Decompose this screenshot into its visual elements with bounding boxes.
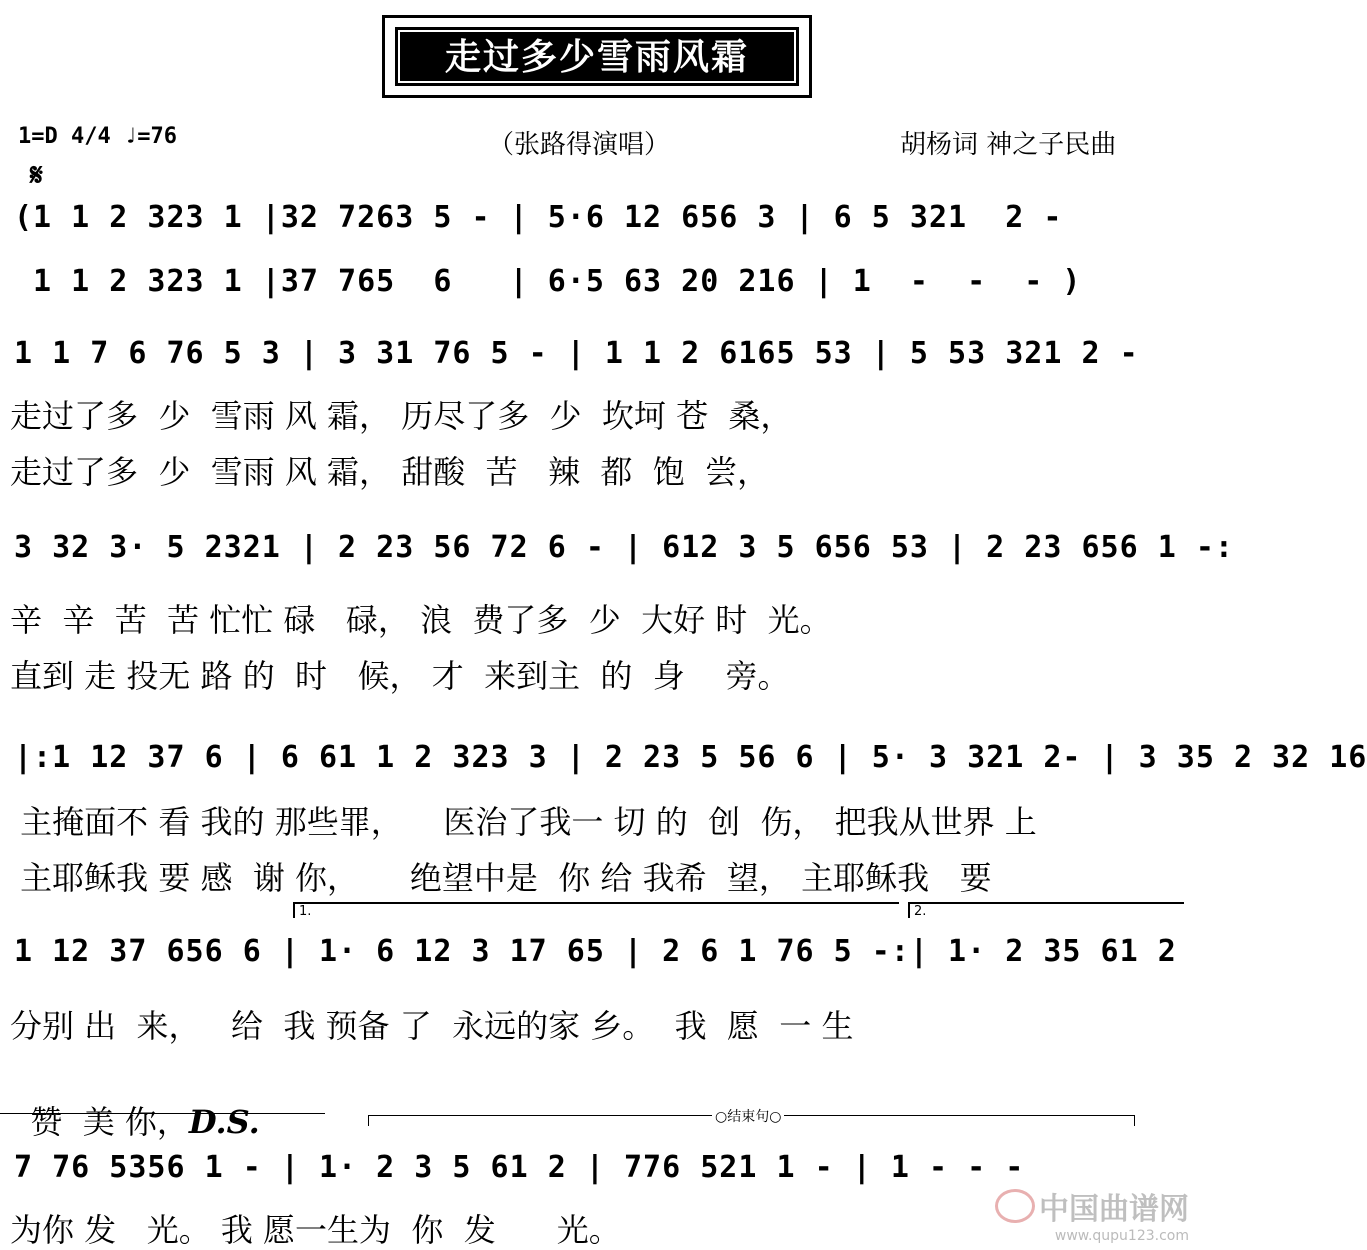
site-watermark xyxy=(995,1184,1189,1244)
dal-segno-mark: D.S. xyxy=(188,1103,260,1141)
watermark-url: www.qupu123.com xyxy=(1054,1228,1189,1244)
site-logo-icon xyxy=(995,1189,1035,1223)
first-ending-bracket: 1. xyxy=(293,902,899,918)
lyric-line-6b xyxy=(10,1062,260,1142)
lyric-line-4b: 直到 走 投无 路 的 时 候， 才 来到主 的 身 旁。 xyxy=(10,657,790,695)
key-time-tempo: 1=D 4/4 ♩=76 xyxy=(18,124,177,149)
lyric-line-3a: 走过了多 少 雪雨 风 霜， 历尽了多 少 坎坷 苍 桑， xyxy=(10,397,793,435)
title-frame xyxy=(382,15,812,98)
lyric-line-6b-text: 赞 美 你， xyxy=(30,1103,189,1141)
watermark-name: 中国曲谱网 xyxy=(1039,1192,1189,1227)
lyric-line-3b: 走过了多 少 雪雨 风 霜， 甜酸 苦 辣 都 饱 尝， xyxy=(10,453,770,491)
notation-line-6: 1 12 37 656 6 | 1· 6 12 3 17 65 | 2 6 1 76 5 -:| 1· 2 35 61 2 xyxy=(14,934,1177,969)
staff-divider xyxy=(0,1113,325,1114)
lyric-line-5b: 主耶稣我 要 感 谢 你， 绝望中是 你 给 我希 望， 主耶稣我 要 xyxy=(10,859,992,897)
segno-icon: 𝄋 xyxy=(30,158,43,193)
notation-line-1: (1 1 2 323 1 |32 7263 5 - | 5·6 12 656 3 | 6 5 321 2 - xyxy=(14,200,1063,235)
lyric-line-7: 为你 发 光。 我 愿一生为 你 发 光。 xyxy=(10,1211,621,1249)
singer-credit: （张路得演唱） xyxy=(488,130,671,160)
lyric-line-4a: 辛 辛 苦 苦 忙忙 碌 碌， 浪 费了多 少 大好 时 光。 xyxy=(10,601,832,639)
lyric-line-6a: 分别 出 来， 给 我 预备 了 永远的家 乡。 我 愿 一 生 xyxy=(10,1007,854,1045)
notation-line-5: |:1 12 37 6 | 6 61 1 2 323 3 | 2 23 5 56 6 | 5· 3 321 2- | 3 35 2 32 16 xyxy=(14,740,1367,775)
notation-line-3: 1 1 7 6 76 5 3 | 3 31 76 5 - | 1 1 2 6165 53 | 5 53 321 2 - xyxy=(14,336,1139,371)
composer-credits: 胡杨词 神之子民曲 xyxy=(900,130,1117,160)
notation-line-7: 7 76 5356 1 - | 1· 2 3 5 61 2 | 776 521 1 - | 1 - - - xyxy=(14,1150,1044,1185)
second-ending-bracket: 2. xyxy=(908,902,1184,918)
notation-line-4: 3 32 3· 5 2321 | 2 23 56 72 6 - | 612 3 5 656 53 | 2 23 656 1 -: xyxy=(14,530,1234,565)
ending-phrase-label: ○结束句○ xyxy=(712,1106,784,1126)
lyric-line-5a: 主掩面不 看 我的 那些罪， 医治了我一 切 的 创 伤， 把我从世界 上 xyxy=(10,803,1037,841)
notation-line-2: 1 1 2 323 1 |37 765 6 | 6·5 63 20 216 | 1 - - - ) xyxy=(14,264,1082,299)
song-title: 走过多少雪雨风霜 xyxy=(395,27,799,86)
